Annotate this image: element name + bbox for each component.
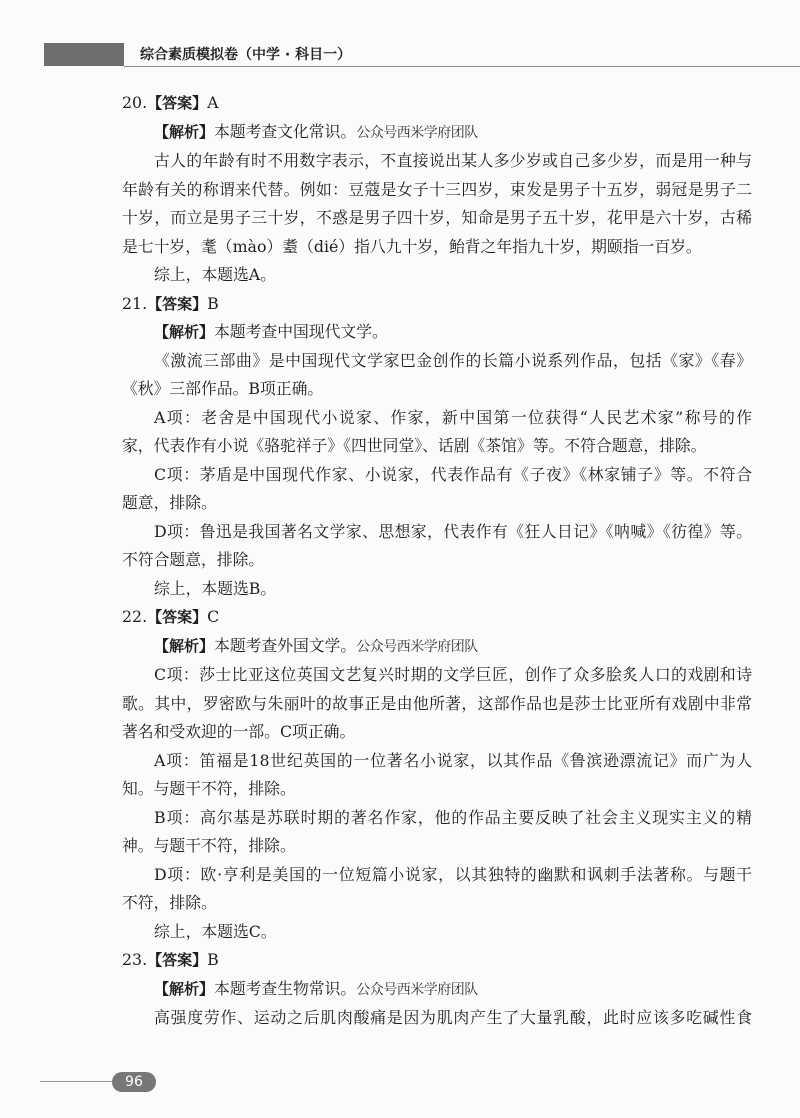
analysis-line — [122, 118, 752, 148]
summary-line: 综上，本题选A。 — [154, 265, 276, 284]
summary-line: 综上，本题选C。 — [154, 921, 277, 941]
analysis-label: 【解析】 — [154, 323, 215, 341]
paragraph-line: 年龄有关的称谓来代替。例如：豆蔻是女子十三四岁，束发是男子十五岁，弱冠是男子二 — [122, 179, 752, 199]
watermark-text: 公众号西米学府团队 — [356, 124, 478, 141]
question-number: 22. — [122, 607, 148, 626]
analysis-label: 【解析】 — [154, 636, 215, 655]
header-bar — [44, 43, 124, 66]
paragraph-line: 知。与题干不符，排除。 — [122, 779, 296, 798]
question-number: 20. — [122, 93, 148, 112]
analysis-line — [122, 318, 752, 347]
answer-content — [122, 89, 752, 1033]
page-number: 96 — [112, 1072, 156, 1092]
paragraph-line: 题意，排除。 — [122, 493, 217, 512]
paragraph-line: C项：茅盾是中国现代作家、小说家，代表作品有《子夜》《林家铺子》等。不符合 — [154, 464, 752, 484]
header-rule — [124, 66, 800, 67]
paragraph-line: 古人的年龄有时不用数字表示，不直接说出某人多少岁或自己多少岁，而是用一种与 — [154, 151, 752, 170]
answer-value: B — [207, 293, 219, 313]
question-number: 21. — [122, 293, 148, 313]
answer-value: A — [207, 93, 219, 112]
paragraph-line: B项：高尔基是苏联时期的著名作家，他的作品主要反映了社会主义现实主义的精 — [154, 807, 752, 827]
answer-line — [122, 290, 752, 319]
analysis-line — [122, 632, 752, 662]
analysis-text: 本题考查生物常识。 — [214, 978, 357, 998]
paragraph-line: 是七十岁，耄（mào）耋（dié）指八九十岁，鲐背之年指九十岁，期颐指一百岁。 — [122, 236, 702, 256]
answer-label: 【答案】 — [147, 94, 208, 112]
paragraph-line: D项：鲁迅是我国著名文学家、思想家，代表作有《狂人日记》《呐喊》《彷徨》等。 — [154, 521, 752, 541]
paragraph-line: C项：莎士比亚这位英国文艺复兴时期的文学巨匠，创作了众多脍炙人口的戏剧和诗 — [154, 665, 752, 684]
paragraph-line: A项：笛福是18世纪英国的一位著名小说家，以其作品《鲁滨逊漂流记》而广为人 — [154, 750, 752, 770]
summary-line: 综上，本题选B。 — [154, 578, 277, 598]
footer-rule — [40, 1081, 120, 1082]
analysis-text: 本题考查文化常识。 — [214, 121, 357, 141]
answer-label: 【答案】 — [147, 294, 208, 313]
answer-label: 【答案】 — [147, 951, 208, 969]
analysis-label: 【解析】 — [154, 979, 215, 998]
paragraph-line: 不符，排除。 — [122, 893, 217, 912]
watermark-text: 公众号西米学府团队 — [356, 638, 478, 655]
watermark-text: 公众号西米学府团队 — [356, 981, 478, 998]
paragraph-line: 著名和受欢迎的一部。C项正确。 — [122, 722, 356, 741]
question-number: 23. — [122, 950, 148, 969]
paragraph-line: 歌。其中，罗密欧与朱丽叶的故事正是由他所著，这部作品也是莎士比亚所有戏剧中非常 — [122, 693, 752, 713]
analysis-line — [122, 975, 752, 1005]
paragraph-line: 十岁，而立是男子三十岁，不惑是男子四十岁，知命是男子五十岁，花甲是六十岁，古稀 — [122, 208, 752, 227]
paragraph-line: 《激流三部曲》是中国现代文学家巴金创作的长篇小说系列作品，包括《家》《春》 — [154, 350, 752, 370]
answer-value: B — [207, 950, 219, 969]
answer-line — [122, 89, 752, 118]
answer-line — [122, 946, 752, 975]
paragraph-line: 不符合题意，排除。 — [122, 550, 265, 569]
paragraph-line: A项：老舍是中国现代小说家、作家，新中国第一位获得“人民艺术家”称号的作 — [154, 407, 752, 427]
paragraph-line: 神。与题干不符，排除。 — [122, 836, 296, 855]
paragraph-line: D项：欧·亨利是美国的一位短篇小说家，以其独特的幽默和讽刺手法著称。与题干 — [154, 864, 752, 884]
analysis-label: 【解析】 — [154, 122, 215, 141]
answer-label: 【答案】 — [147, 608, 208, 626]
answer-line — [122, 603, 752, 632]
header-title: 综合素质模拟卷（中学 · 科目一） — [140, 47, 352, 63]
analysis-text: 本题考查中国现代文学。 — [214, 322, 388, 341]
answer-value: C — [207, 607, 220, 626]
paragraph-line: 高强度劳作、运动之后肌肉酸痛是因为肌肉产生了大量乳酸，此时应该多吃碱性食 — [154, 1008, 752, 1027]
analysis-text: 本题考查外国文学。 — [214, 635, 357, 655]
paragraph-line: 《秋》三部作品。B项正确。 — [122, 379, 324, 398]
paragraph-line: 家，代表作有小说《骆驼祥子》《四世同堂》、话剧《茶馆》等。不符合题意，排除。 — [122, 436, 707, 455]
